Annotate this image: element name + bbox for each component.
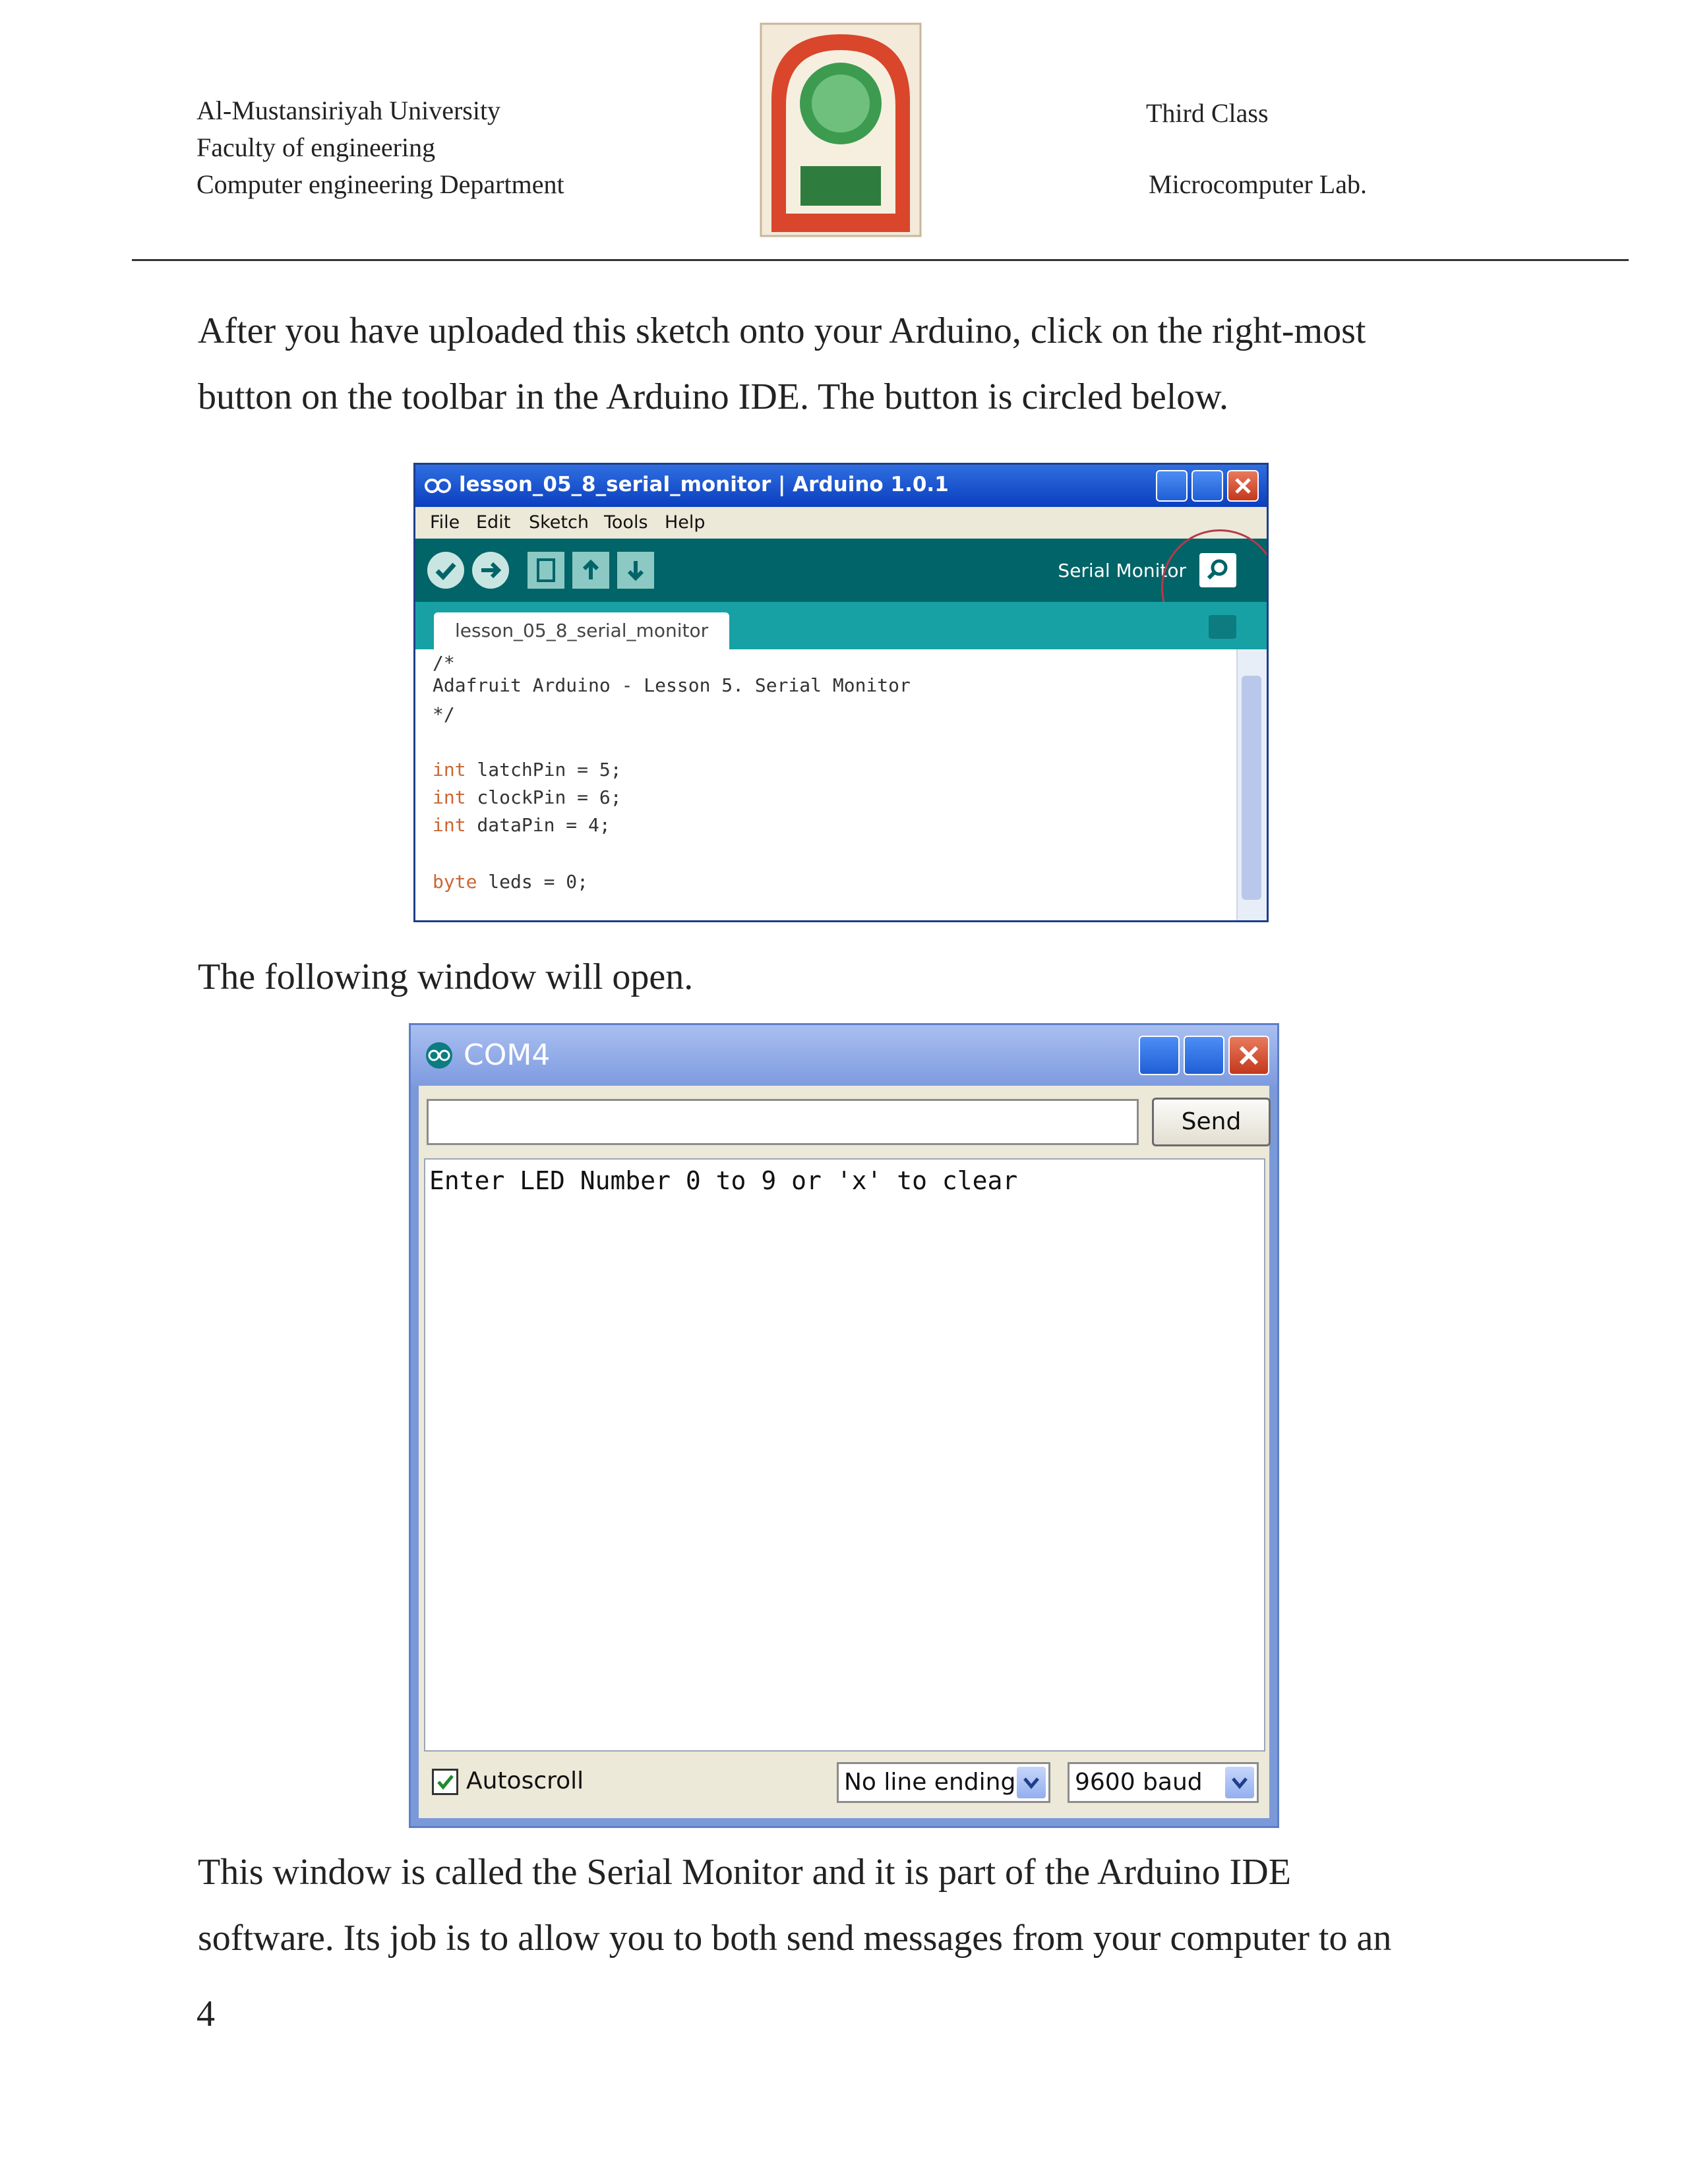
minimize-button[interactable] [1156, 470, 1188, 502]
code-keyword: int [433, 786, 466, 808]
code-text: leds = 0; [477, 871, 589, 893]
send-input[interactable] [427, 1099, 1139, 1145]
tab-menu-button[interactable] [1209, 615, 1236, 639]
dropdown-button[interactable] [1017, 1767, 1046, 1798]
arrow-down-icon [617, 552, 654, 589]
serial-monitor-window [409, 1023, 1279, 1828]
chevron-down-icon [1225, 1767, 1254, 1798]
serial-body [419, 1086, 1269, 1818]
close-icon [1230, 1037, 1268, 1074]
arrow-up-icon [572, 552, 609, 589]
code-keyword: int [433, 814, 466, 836]
serial-title: COM4 [464, 1038, 551, 1072]
arduino-ide-window [413, 463, 1269, 922]
code-text: latchPin = 5; [466, 759, 622, 781]
menu-file[interactable]: File [430, 512, 460, 533]
ide-titlebar [415, 465, 1267, 507]
autoscroll-checkbox[interactable] [432, 1769, 458, 1795]
lab-label: Microcomputer Lab. [1149, 169, 1367, 199]
ide-tabbar [415, 602, 1267, 649]
autoscroll-label: Autoscroll [466, 1767, 584, 1794]
code-keyword: int [433, 759, 466, 781]
outro-line-2: software. Its job is to allow you to both send messages from your computer to an [198, 1918, 1392, 1959]
send-button[interactable]: Send [1152, 1098, 1271, 1146]
scrollbar-thumb[interactable] [1242, 676, 1261, 900]
new-file-icon [528, 552, 564, 589]
ide-toolbar [415, 539, 1267, 602]
verify-button[interactable] [427, 552, 464, 589]
line-ending-select[interactable] [837, 1762, 1050, 1803]
menu-tools[interactable]: Tools [604, 512, 648, 533]
menu-help[interactable]: Help [665, 512, 706, 533]
code-scrollbar[interactable] [1236, 649, 1267, 922]
intro-line-1: After you have uploaded this sketch onto your Arduino, click on the right-most [198, 310, 1366, 351]
code-line [433, 786, 622, 808]
arduino-logo-icon [425, 475, 451, 496]
serial-titlebar [411, 1025, 1277, 1086]
code-line: */ [433, 703, 455, 725]
code-text: dataPin = 4; [466, 814, 611, 836]
maximize-button[interactable] [1184, 1036, 1224, 1075]
arduino-logo-icon [423, 1041, 456, 1070]
open-button[interactable] [572, 552, 609, 589]
close-button[interactable] [1228, 1036, 1269, 1075]
faculty-name: Faculty of engineering [196, 133, 436, 162]
code-line [433, 871, 588, 893]
upload-button[interactable] [472, 552, 509, 589]
ide-title: lesson_05_8_serial_monitor | Arduino 1.0.1 [459, 473, 949, 496]
line-ending-value: No line ending [844, 1769, 1016, 1796]
menu-edit[interactable]: Edit [476, 512, 511, 533]
college-logo [758, 21, 923, 239]
header-divider [132, 259, 1629, 261]
department-name: Computer engineering Department [196, 169, 564, 199]
save-button[interactable] [617, 552, 654, 589]
ide-menubar [415, 507, 1267, 539]
new-button[interactable] [528, 552, 564, 589]
close-button[interactable] [1227, 470, 1259, 502]
output-line: Enter LED Number 0 to 9 or 'x' to clear [429, 1166, 1018, 1195]
code-line [433, 759, 622, 781]
code-line: Adafruit Arduino - Lesson 5. Serial Monitor [433, 674, 911, 696]
university-name: Al-Mustansiriyah University [196, 96, 501, 125]
page-number: 4 [196, 1993, 215, 2034]
arrow-right-icon [472, 552, 509, 589]
mid-text: The following window will open. [198, 957, 694, 997]
serial-output[interactable] [424, 1158, 1265, 1752]
sketch-tab[interactable]: lesson_05_8_serial_monitor [434, 612, 729, 649]
minimize-button[interactable] [1139, 1036, 1180, 1075]
dropdown-button[interactable] [1225, 1767, 1254, 1798]
serial-monitor-label: Serial Monitor [1058, 560, 1186, 581]
menu-sketch[interactable]: Sketch [529, 512, 589, 533]
baud-rate-value: 9600 baud [1075, 1769, 1203, 1796]
code-line: /* [433, 652, 455, 674]
maximize-button[interactable] [1191, 470, 1223, 502]
code-keyword: byte [433, 871, 477, 893]
intro-line-2: button on the toolbar in the Arduino IDE. The button is circled below. [198, 376, 1229, 417]
chevron-down-icon [1017, 1767, 1046, 1798]
baud-rate-select[interactable] [1068, 1762, 1259, 1803]
checkmark-icon [434, 1771, 456, 1793]
class-label: Third Class [1146, 98, 1269, 128]
checkmark-icon [427, 552, 464, 589]
code-text: clockPin = 6; [466, 786, 622, 808]
code-editor[interactable] [415, 649, 1233, 922]
code-line [433, 814, 611, 836]
outro-line-1: This window is called the Serial Monitor and it is part of the Arduino IDE [198, 1852, 1291, 1893]
close-icon [1228, 471, 1257, 500]
